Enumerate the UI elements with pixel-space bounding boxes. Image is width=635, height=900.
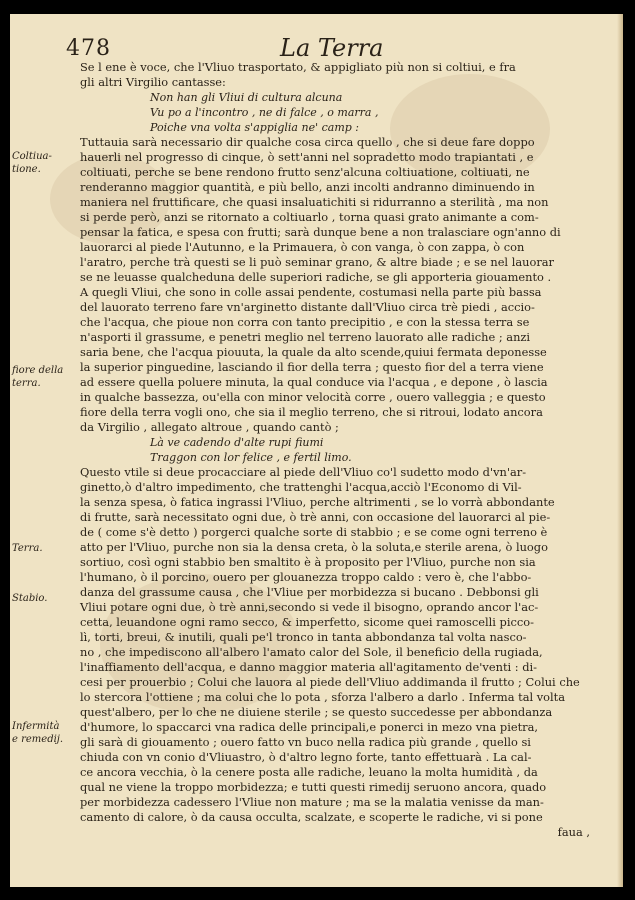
text-line: d'humore, lo spaccarci vna radica delle principali,e ponerci in mezo vna pietra, <box>80 720 539 734</box>
text-line: fiore della terra vogli ono, che sia il meglio terreno, che si ritroui, lodato ancora <box>80 405 543 419</box>
text-line: Tuttauia sarà necessario dir qualche cosa circa quello , che si deue fare doppo <box>80 135 535 149</box>
margin-note-infermita: Infermità e remedij. <box>12 721 64 745</box>
text-line: per morbidezza cadessero l'Vliue non mature ; ma se la malatia venisse da man- <box>80 795 544 809</box>
text-line: Traggon con lor felice , e fertil limo. <box>150 451 352 464</box>
text-line: l'humano, ò il porcino, ouero per glouanezza troppo caldo : vero è, che l'abbo- <box>80 570 532 584</box>
verse-quotation <box>80 435 620 465</box>
text-line: l'inaffiamento dell'acqua, e danno maggior materia all'agitamento de'venti : di- <box>80 660 538 674</box>
paragraph-intro <box>80 60 620 90</box>
text-line: lì, torti, breui, & inutili, quali pe'l tronco in tanta abbondanza tal volta nasco- <box>80 630 527 644</box>
text-line: se ne leuasse qualcheduna delle superiori radiche, se gli apporteria giouamento . <box>80 270 552 284</box>
catchword: faua , <box>557 825 590 839</box>
verse-quotation <box>80 90 620 135</box>
text-line: de ( come s'è detto ) porgerci qualche sorte di stabbio ; e se come ogni terreno è <box>80 525 548 539</box>
text-line: del lauorato terreno fare vn'arginetto distante dall'Vliuo circa trè piedi , accio- <box>80 300 535 314</box>
text-line: ad essere quella poluere minuta, la qual conduce via l'acqua , e depone , ò lascia <box>80 375 548 389</box>
text-line: ce ancora vecchia, ò la cenere posta alle radiche, leuano la molta humidità , da <box>80 765 538 779</box>
text-line: la superior pinguedine, lasciando il fior della terra ; questo fior del a terra viene <box>80 360 544 374</box>
text-line: renderanno maggior quantità, e più bello, anzi incolti andranno diminuendo in <box>80 180 535 194</box>
text-line: Se l ene è voce, che l'Vliuo trasportato, & appigliato più non si coltiui, e fra <box>80 60 516 74</box>
text-line: ginetto,ò d'altro impedimento, che trattenghi l'acqua,acciò l'Economo di Vil- <box>80 480 522 494</box>
text-line: no , che impediscono all'albero l'amato calor del Sole, il beneficio della rugiada, <box>80 645 543 659</box>
text-line: hauerli nel progresso di cinque, ò sett'anni nel sopradetto modo trapiantati , e <box>80 150 534 164</box>
text-line: A quegli Vliui, che sono in colle assai pendente, costumasi nella parte più bassa <box>80 285 542 299</box>
text-line: in qualche bassezza, ou'ella con minor velocità corre , ouero valleggia ; e questo <box>80 390 546 404</box>
text-line: Vu po a l'incontro , ne di falce , o marra , <box>150 106 379 119</box>
text-line: la senza spesa, ò fatica ingrassi l'Vliuo, perche altrimenti , se lo vorrà abbondante <box>80 495 555 509</box>
text-line: Poiche vna volta s'appiglia ne' camp : <box>150 121 359 134</box>
margin-note-stabio: Stabio. <box>12 593 48 604</box>
text-line: danza del grassume causa , che l'Vliue per morbidezza si bucano . Debbonsi gli <box>80 585 539 599</box>
paragraph-coltiuatione <box>80 135 620 435</box>
text-line: Là ve cadendo d'alte rupi fiumi <box>150 436 324 449</box>
text-line: gli sarà di giouamento ; ouero fatto vn buco nella radica più grande , quello si <box>80 735 531 749</box>
text-line: coltiuati, perche se bene rendono frutto senz'alcuna coltiuatione, coltiuati, ne <box>80 165 530 179</box>
margin-note-terra: Terra. <box>12 543 43 554</box>
text-line: chiuda con vn conio d'Vliuastro, ò d'altro legno forte, tanto effettuarà . La cal- <box>80 750 532 764</box>
text-line: Vliui potare ogni due, ò trè anni,secondo si vede il bisogno, oprando ancor l'ac- <box>80 600 539 614</box>
text-line: qual ne viene la troppo morbidezza; e tutti questi rimedij seruono ancora, quado <box>80 780 547 794</box>
text-line: si perde però, anzi se ritornato a coltiuarlo , torna quasi grato animante a com- <box>80 210 539 224</box>
text-line: saria bene, che l'acqua piouuta, la quale da alto scende,quiui fermata deponesse <box>80 345 547 359</box>
running-head: La Terra <box>280 34 384 62</box>
margin-note-coltiuatione: Coltiua- tione. <box>12 151 52 175</box>
text-line: quest'albero, per lo che ne diuiene sterile ; se questo succedesse per abbondanza <box>80 705 553 719</box>
text-line: gli altri Virgilio cantasse: <box>80 75 226 89</box>
text-line: pensar la fatica, e spesa con frutti; sarà dunque bene a non tralasciare ogn'anno di <box>80 225 561 239</box>
text-line: che l'acqua, che pioue non corra con tanto precipitio , e con la stessa terra se <box>80 315 530 329</box>
text-line: da Virgilio , allegato altroue , quando cantò ; <box>80 420 339 434</box>
margin-note-fiore-della-terra: fiore della terra. <box>12 365 64 389</box>
paragraph-stabio <box>80 465 620 825</box>
text-line: cetta, leuandone ogni ramo secco, & imperfetto, sicome quei ramoscelli picco- <box>80 615 534 629</box>
text-line: lauorarci al piede l'Autunno, e la Primauera, ò con vanga, ò con zappa, ò con <box>80 240 525 254</box>
text-line: Non han gli Vliui di cultura alcuna <box>150 91 343 104</box>
text-line: atto per l'Vliuo, purche non sia la densa creta, ò la soluta,e sterile arena, ò luogo <box>80 540 548 554</box>
text-line: maniera nel fruttificare, che quasi insaluatichiti si ridurranno a sterilità , ma non <box>80 195 549 209</box>
text-line: Questo vtile si deue procacciare al piede dell'Vliuo co'l sudetto modo d'vn'ar- <box>80 465 527 479</box>
text-line: cesi per prouerbio ; Colui che lauora al piede dell'Vliuo addimanda il frutto ; Colui che <box>80 675 580 689</box>
text-line: l'aratro, perche trà questi se li può seminar grano, & altre biade ; e se nel lauorar <box>80 255 555 269</box>
text-line: camento di calore, ò da causa occulta, scalzate, e scoperte le radiche, vi si pone <box>80 810 543 824</box>
text-line: sortiuo, così ogni stabbio ben smaltito è à proposito per l'Vliuo, purche non sia <box>80 555 536 569</box>
text-line: lo stercora l'ottiene ; ma colui che lo pota , sforza l'albero a darlo . Inferma tal volta <box>80 690 566 704</box>
body-text <box>80 60 620 840</box>
text-line: di frutte, sarà necessitato ogni due, ò trè anni, con occasione del lauorarci al pie- <box>80 510 551 524</box>
book-page <box>10 14 623 887</box>
page-number: 478 <box>66 36 111 61</box>
text-line: n'asporti il grassume, e penetri meglio nel terreno lauorato alle radiche ; anzi <box>80 330 531 344</box>
